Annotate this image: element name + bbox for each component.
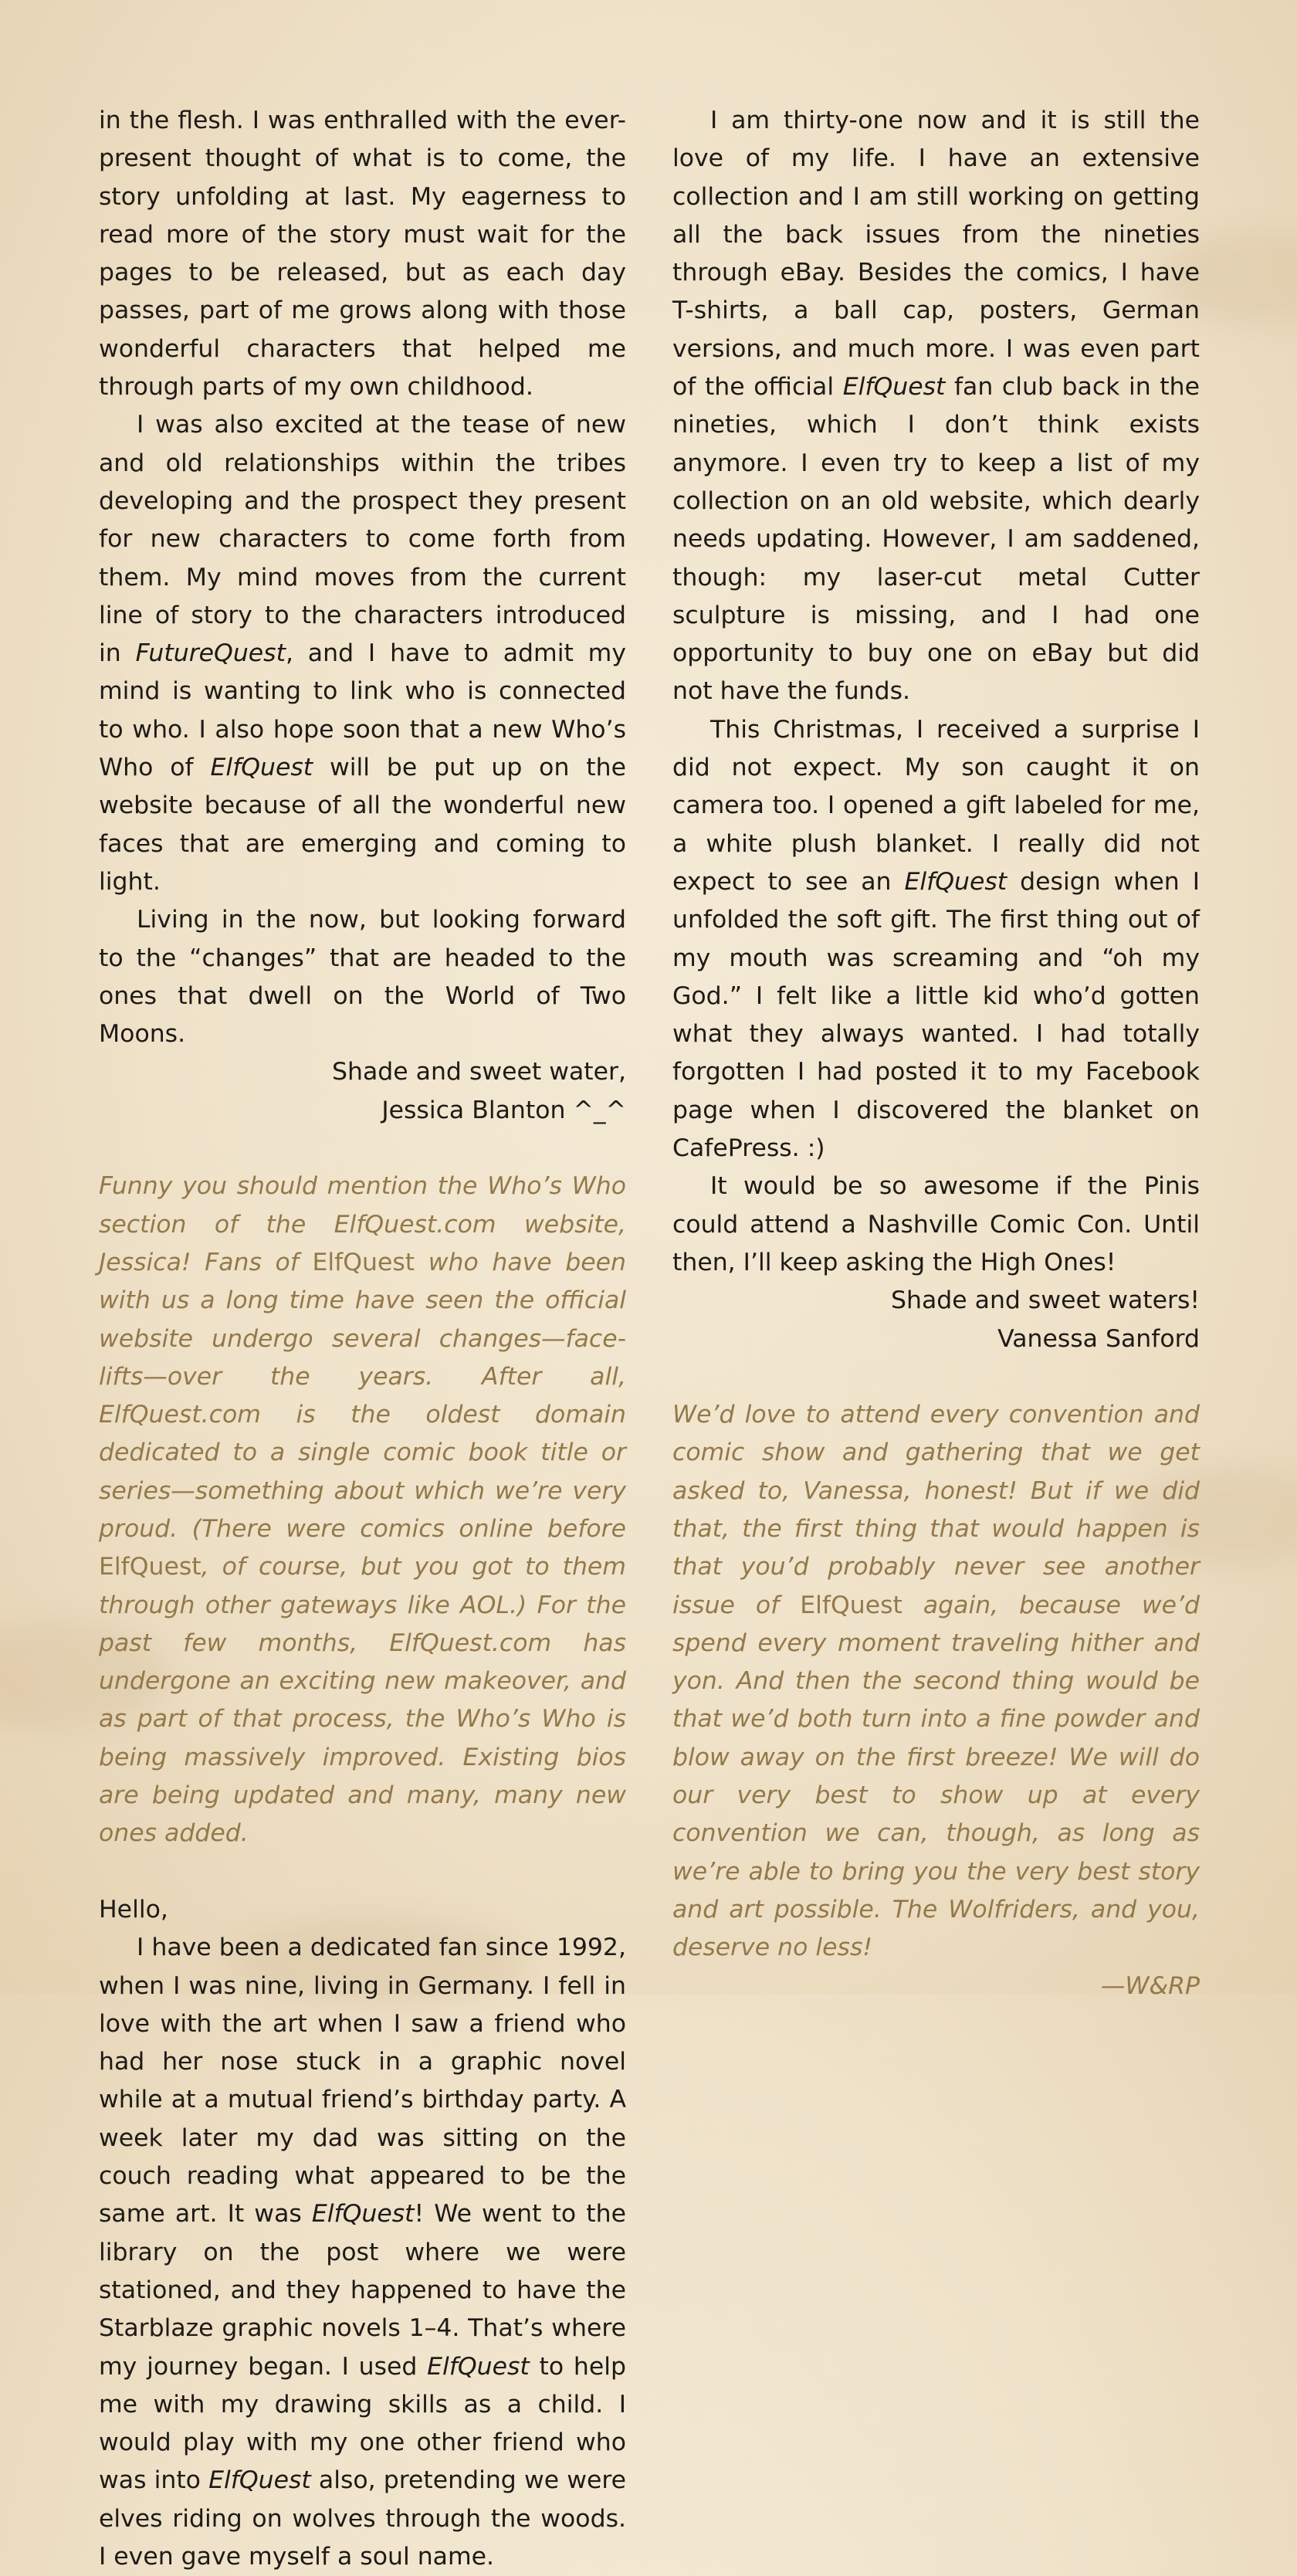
left-column — [99, 102, 626, 2576]
right-column — [672, 102, 1200, 2005]
letter1-signoff: Shade and sweet water, — [332, 1058, 626, 1086]
letter2-paragraph: It would be so awesome if the Pinis could attend a Nashville Comic Con. Until then, I’ll keep asking the High Ones! — [672, 1172, 1200, 1276]
reply2-paragraph: We’d love to attend every convention and comic show and gathering that we get asked to, Vanessa, honest! But if we did that, the first thing that would happen is that you’d probably never see another issue of ElfQuest again, because we’d spend every moment traveling hither and yon. And then the second thing would be that we’d both turn into a fine powder and blow away on the first breeze! We will do our very best to show up at every convention we can, though, as long as we’re able to bring you the very best story and art possible. The Wolfriders, and you, deserve no less! — [672, 1401, 1200, 1962]
letter2-paragraph: I am thirty-one now and it is still the love of my life. I have an extensive collection and I am still working on getting all the back issues from the nineties through eBay. Besides the comics, I have T-shirts, a ball cap, posters, German versions, and much more. I was even part of the official ElfQuest fan club back in the nineties, which I don’t think exists anymore. I even try to keep a list of my collection on an old website, which dearly needs updating. However, I am saddened, though: my laser-cut metal Cutter sculpture is missing, and I had one opportunity to buy one on eBay but did not have the funds. — [672, 107, 1200, 706]
letter2-paragraph: I have been a dedicated fan since 1992, when I was nine, living in Germany. I fell in love with the art when I saw a friend who had her nose stuck in a graphic novel while at a mutual friend’s birthday party. A week later my dad was sitting on the couch reading what appeared to be the same art. It was ElfQuest! We went to the library on the post where we were stationed, and they happened to have the Starblaze graphic novels 1–4. That’s where my journey began. I used ElfQuest to help me with my drawing skills as a child. I would play with my one other friend who was into ElfQuest also, pretending we were elves riding on wolves through the woods. I even gave myself a soul name. — [99, 1934, 627, 2571]
letter1-paragraph: Living in the now, but looking forward to the “changes” that are headed to the ones that dwell on the World of Two Moons. — [99, 906, 626, 1049]
letter2-signature: Vanessa Sanford — [997, 1324, 1200, 1353]
letter2-paragraph: This Christmas, I received a surprise I did not expect. My son caught it on camera too. I opened a gift labeled for me, a white plush blanket. I really did not expect to see an ElfQuest design when I unfolded the soft gift. The first thing out of my mouth was screaming and “oh my God.” I felt like a little kid who’d gotten what they always wanted. I had totally forgotten I had posted it to my Facebook page when I discovered the blanket on CafePress. :) — [672, 715, 1200, 1163]
letter2-greeting: Hello, — [99, 1895, 168, 1924]
letter1-paragraph: I was also excited at the tease of new and old relationships within the tribes developing and the prospect they present for new characters to come forth from them. My mind moves from the current line of story to the characters introduced in FutureQuest, and I have to admit my mind is wanting to link who is connected to who. I also hope soon that a new Who’s Who of ElfQuest will be put up on the website because of all the wonderful new faces that are emerging and coming to light. — [99, 411, 626, 896]
reply1-paragraph: Funny you should mention the Who’s Who section of the ElfQuest.com website, Jessica! Fans of ElfQuest who have been with us a long time have seen the official website undergo several changes—face-lifts—over the years. After all, ElfQuest.com is the oldest domain dedicated to a single comic book title or series—something about which we’re very proud. (There were comics online before ElfQuest, of course, but you got to them through other gateways like AOL.) For the past few months, ElfQuest.com has undergone an exciting new makeover, and as part of that process, the Who’s Who is being massively improved. Existing bios are being updated and many, many new ones added. — [99, 1172, 626, 1848]
letter1-signature: Jessica Blanton ^_^ — [381, 1096, 626, 1124]
letter2-signoff: Shade and sweet waters! — [890, 1286, 1200, 1315]
reply2-signature: —W&RP — [1100, 1971, 1200, 2000]
letter1-paragraph: in the flesh. I was enthralled with the ever-present thought of what is to come, the story unfolding at last. My eagerness to read more of the story must wait for the pages to be released, but as each day passes, part of me grows along with those wonderful characters that helped me through parts of my own childhood. — [99, 107, 626, 402]
